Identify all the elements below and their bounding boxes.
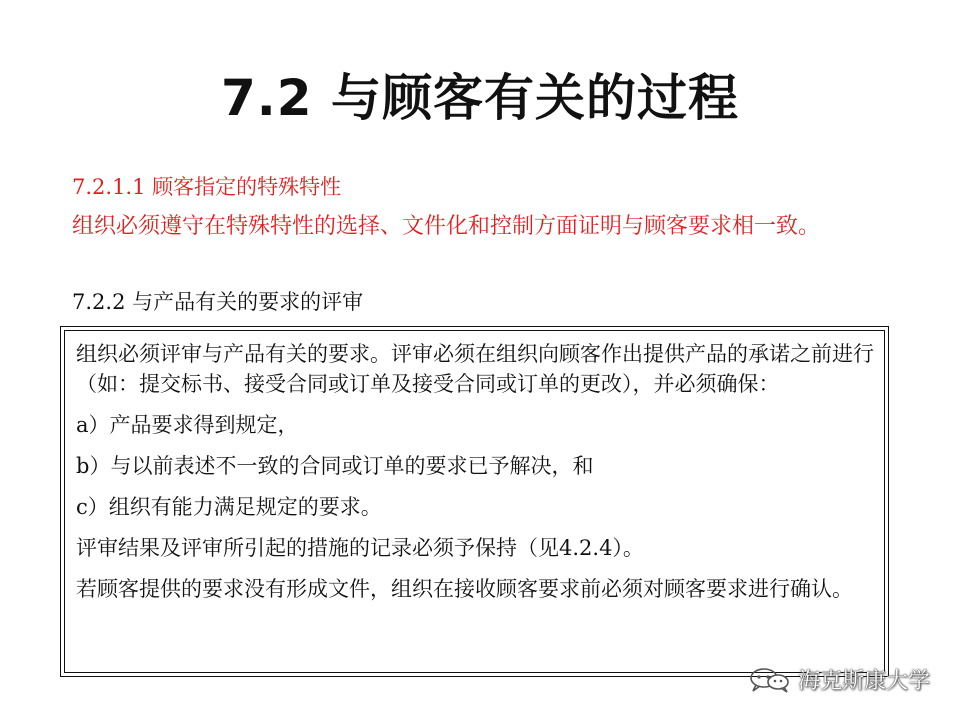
requirements-review-box — [60, 326, 889, 677]
watermark-text: 海克斯康大学 — [797, 669, 930, 694]
section-heading-7-2-2: 7.2.2 与产品有关的要求的评审 — [72, 290, 364, 314]
watermark — [748, 664, 930, 695]
requirements-review-box-inner — [64, 330, 885, 673]
section-body-7-2-1-1: 组织必须遵守在特殊特性的选择、文件化和控制方面证明与顾客要求相一致。 — [72, 214, 821, 239]
review-item-b: b）与以前表述不一致的合同或订单的要求已予解决，和 — [76, 454, 594, 478]
review-paragraph-intro: 组织必须评审与产品有关的要求。评审必须在组织向顾客作出提供产品的承诺之前进行（如：提交标书、接受合同或订单及接受合同或订单的更改），并必须确保： — [76, 342, 874, 396]
review-confirmation-paragraph: 若顾客提供的要求没有形成文件，组织在接收顾客要求前必须对顾客要求进行确认。 — [76, 577, 853, 601]
special-characteristics-section — [72, 172, 912, 242]
wechat-icon — [748, 667, 792, 693]
review-item-c: c）组织有能力满足规定的要求。 — [76, 495, 382, 519]
review-item-a: a）产品要求得到规定， — [76, 413, 299, 437]
slide-title: 7.2 与顾客有关的过程 — [221, 69, 739, 127]
review-records-paragraph: 评审结果及评审所引起的措施的记录必须予保持（见4.2.4）。 — [76, 536, 644, 560]
section-heading-7-2-1-1: 7.2.1.1 顾客指定的特殊特性 — [72, 175, 342, 199]
